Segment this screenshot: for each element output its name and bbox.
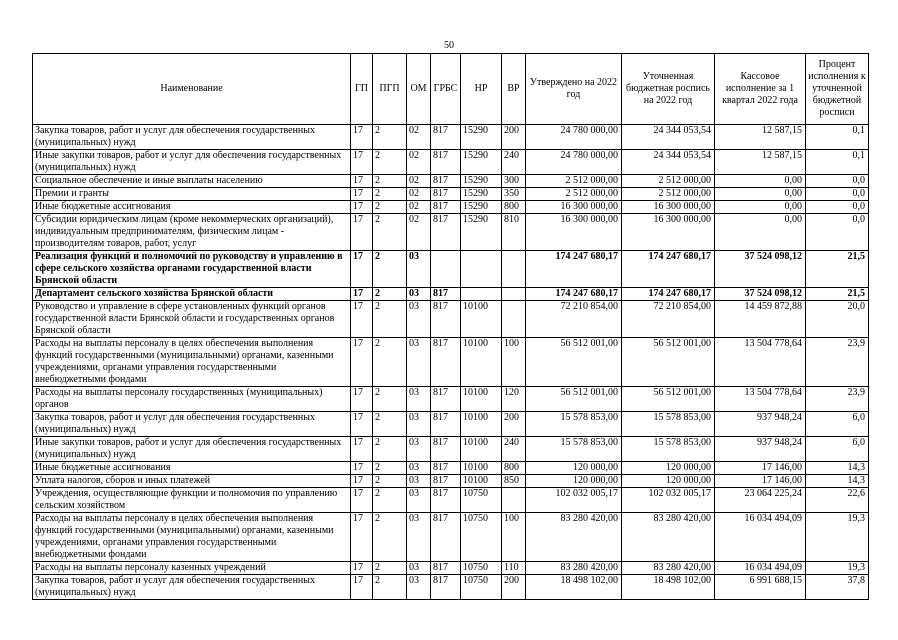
cell-name: Расходы на выплаты персоналу государственных (муниципальных) органов <box>33 387 351 412</box>
cell-grbs: 817 <box>431 150 461 175</box>
cell-refined: 56 512 001,00 <box>622 338 715 387</box>
table-row <box>33 288 869 301</box>
table-row <box>33 175 869 188</box>
cell-grbs: 817 <box>431 562 461 575</box>
cell-nr: 10100 <box>461 475 502 488</box>
cell-nr: 10750 <box>461 488 502 513</box>
table-row <box>33 562 869 575</box>
cell-gp: 17 <box>351 575 373 600</box>
cell-vr <box>502 301 526 338</box>
header-nr: НР <box>461 54 502 125</box>
cell-grbs: 817 <box>431 125 461 150</box>
cell-name: Закупка товаров, работ и услуг для обеспечения государственных (муниципальных) нужд <box>33 125 351 150</box>
cell-cash: 17 146,00 <box>715 475 806 488</box>
cell-nr: 10750 <box>461 562 502 575</box>
cell-percent: 21,5 <box>806 251 869 288</box>
budget-table <box>32 53 869 600</box>
cell-pgp: 2 <box>373 462 407 475</box>
cell-cash: 16 034 494,09 <box>715 562 806 575</box>
cell-nr: 10100 <box>461 338 502 387</box>
cell-om: 03 <box>407 575 431 600</box>
cell-om: 03 <box>407 412 431 437</box>
page-number: 50 <box>444 40 454 51</box>
cell-gp: 17 <box>351 513 373 562</box>
cell-gp: 17 <box>351 488 373 513</box>
cell-percent: 0,0 <box>806 175 869 188</box>
cell-refined: 16 300 000,00 <box>622 201 715 214</box>
cell-percent: 6,0 <box>806 412 869 437</box>
cell-name: Социальное обеспечение и иные выплаты населению <box>33 175 351 188</box>
cell-refined: 2 512 000,00 <box>622 175 715 188</box>
cell-pgp: 2 <box>373 562 407 575</box>
cell-cash: 12 587,15 <box>715 150 806 175</box>
cell-grbs: 817 <box>431 488 461 513</box>
cell-om: 03 <box>407 462 431 475</box>
cell-cash: 937 948,24 <box>715 412 806 437</box>
cell-vr <box>502 288 526 301</box>
table-row <box>33 150 869 175</box>
cell-om: 03 <box>407 562 431 575</box>
cell-nr: 15290 <box>461 175 502 188</box>
cell-vr: 100 <box>502 513 526 562</box>
cell-gp: 17 <box>351 562 373 575</box>
cell-cash: 0,00 <box>715 175 806 188</box>
cell-nr: 10100 <box>461 301 502 338</box>
table-row <box>33 575 869 600</box>
cell-percent: 37,8 <box>806 575 869 600</box>
cell-grbs: 817 <box>431 188 461 201</box>
table-row <box>33 412 869 437</box>
cell-approved: 15 578 853,00 <box>526 437 622 462</box>
cell-name: Расходы на выплаты персоналу в целях обеспечения выполнения функций государственными (муниципальными) органами, казенными учреждениями, органами управления государственными внебюджетными фондами <box>33 513 351 562</box>
cell-grbs: 817 <box>431 475 461 488</box>
cell-name: Департамент сельского хозяйства Брянской области <box>33 288 351 301</box>
cell-vr: 800 <box>502 462 526 475</box>
table-row <box>33 214 869 251</box>
cell-refined: 174 247 680,17 <box>622 288 715 301</box>
cell-percent: 23,9 <box>806 387 869 412</box>
cell-name: Иные закупки товаров, работ и услуг для обеспечения государственных (муниципальных) нужд <box>33 437 351 462</box>
table-row <box>33 462 869 475</box>
table-row <box>33 437 869 462</box>
header-cash: Кассовое исполнение за 1 квартал 2022 года <box>715 54 806 125</box>
cell-gp: 17 <box>351 301 373 338</box>
cell-pgp: 2 <box>373 387 407 412</box>
cell-gp: 17 <box>351 288 373 301</box>
header-vr: ВР <box>502 54 526 125</box>
cell-pgp: 2 <box>373 175 407 188</box>
cell-grbs: 817 <box>431 412 461 437</box>
cell-grbs: 817 <box>431 175 461 188</box>
cell-vr: 240 <box>502 437 526 462</box>
cell-pgp: 2 <box>373 125 407 150</box>
cell-refined: 15 578 853,00 <box>622 437 715 462</box>
cell-refined: 56 512 001,00 <box>622 387 715 412</box>
cell-nr: 10100 <box>461 437 502 462</box>
cell-grbs: 817 <box>431 575 461 600</box>
cell-refined: 18 498 102,00 <box>622 575 715 600</box>
cell-cash: 17 146,00 <box>715 462 806 475</box>
cell-name: Учреждения, осуществляющие функции и полномочия по управлению сельским хозяйством <box>33 488 351 513</box>
cell-percent: 0,1 <box>806 150 869 175</box>
cell-approved: 56 512 001,00 <box>526 338 622 387</box>
cell-vr: 300 <box>502 175 526 188</box>
cell-gp: 17 <box>351 251 373 288</box>
cell-cash: 6 991 688,15 <box>715 575 806 600</box>
cell-om: 03 <box>407 251 431 288</box>
cell-refined: 72 210 854,00 <box>622 301 715 338</box>
table-row <box>33 338 869 387</box>
cell-grbs <box>431 251 461 288</box>
header-approved: Утверждено на 2022 год <box>526 54 622 125</box>
cell-om: 03 <box>407 475 431 488</box>
cell-name: Закупка товаров, работ и услуг для обеспечения государственных (муниципальных) нужд <box>33 412 351 437</box>
cell-vr <box>502 251 526 288</box>
cell-om: 03 <box>407 513 431 562</box>
cell-pgp: 2 <box>373 437 407 462</box>
cell-nr: 10100 <box>461 387 502 412</box>
cell-refined: 120 000,00 <box>622 462 715 475</box>
cell-refined: 15 578 853,00 <box>622 412 715 437</box>
table-row <box>33 251 869 288</box>
cell-refined: 24 344 053,54 <box>622 150 715 175</box>
cell-om: 02 <box>407 150 431 175</box>
cell-pgp: 2 <box>373 338 407 387</box>
cell-gp: 17 <box>351 214 373 251</box>
cell-cash: 0,00 <box>715 188 806 201</box>
cell-om: 03 <box>407 437 431 462</box>
cell-gp: 17 <box>351 175 373 188</box>
cell-pgp: 2 <box>373 475 407 488</box>
cell-cash: 13 504 778,64 <box>715 387 806 412</box>
cell-percent: 0,0 <box>806 201 869 214</box>
cell-percent: 23,9 <box>806 338 869 387</box>
cell-gp: 17 <box>351 475 373 488</box>
cell-refined: 102 032 005,17 <box>622 488 715 513</box>
cell-name: Реализация функций и полномочий по руководству и управлению в сфере сельского хозяйства органами государственной власти Брянской области <box>33 251 351 288</box>
cell-vr: 810 <box>502 214 526 251</box>
cell-name: Иные бюджетные ассигнования <box>33 462 351 475</box>
cell-percent: 19,3 <box>806 513 869 562</box>
cell-pgp: 2 <box>373 288 407 301</box>
cell-grbs: 817 <box>431 513 461 562</box>
cell-approved: 56 512 001,00 <box>526 387 622 412</box>
cell-vr: 850 <box>502 475 526 488</box>
table-row <box>33 301 869 338</box>
cell-gp: 17 <box>351 462 373 475</box>
cell-approved: 120 000,00 <box>526 475 622 488</box>
cell-vr: 350 <box>502 188 526 201</box>
cell-cash: 937 948,24 <box>715 437 806 462</box>
cell-refined: 174 247 680,17 <box>622 251 715 288</box>
cell-nr: 10100 <box>461 462 502 475</box>
cell-gp: 17 <box>351 188 373 201</box>
cell-cash: 0,00 <box>715 214 806 251</box>
cell-pgp: 2 <box>373 150 407 175</box>
cell-om: 03 <box>407 488 431 513</box>
header-percent: Процент исполнения к уточненной бюджетной росписи <box>806 54 869 125</box>
cell-name: Уплата налогов, сборов и иных платежей <box>33 475 351 488</box>
cell-percent: 14,3 <box>806 462 869 475</box>
cell-cash: 13 504 778,64 <box>715 338 806 387</box>
cell-percent: 0,0 <box>806 188 869 201</box>
cell-vr: 240 <box>502 150 526 175</box>
cell-approved: 120 000,00 <box>526 462 622 475</box>
cell-approved: 16 300 000,00 <box>526 214 622 251</box>
header-gp: ГП <box>351 54 373 125</box>
cell-pgp: 2 <box>373 575 407 600</box>
cell-refined: 16 300 000,00 <box>622 214 715 251</box>
cell-pgp: 2 <box>373 412 407 437</box>
cell-percent: 19,3 <box>806 562 869 575</box>
cell-grbs: 817 <box>431 201 461 214</box>
cell-grbs: 817 <box>431 437 461 462</box>
cell-om: 02 <box>407 214 431 251</box>
cell-grbs: 817 <box>431 214 461 251</box>
cell-cash: 0,00 <box>715 201 806 214</box>
cell-nr <box>461 288 502 301</box>
cell-approved: 24 780 000,00 <box>526 125 622 150</box>
cell-approved: 24 780 000,00 <box>526 150 622 175</box>
table-body <box>33 125 869 600</box>
cell-gp: 17 <box>351 387 373 412</box>
cell-vr: 200 <box>502 125 526 150</box>
cell-gp: 17 <box>351 150 373 175</box>
cell-vr: 800 <box>502 201 526 214</box>
cell-om: 02 <box>407 125 431 150</box>
table-row <box>33 188 869 201</box>
cell-om: 02 <box>407 188 431 201</box>
header-om: ОМ <box>407 54 431 125</box>
cell-vr: 200 <box>502 575 526 600</box>
table-row <box>33 475 869 488</box>
cell-nr: 15290 <box>461 214 502 251</box>
cell-name: Иные закупки товаров, работ и услуг для обеспечения государственных (муниципальных) нужд <box>33 150 351 175</box>
cell-vr: 120 <box>502 387 526 412</box>
cell-grbs: 817 <box>431 301 461 338</box>
cell-grbs: 817 <box>431 288 461 301</box>
cell-nr: 10100 <box>461 412 502 437</box>
cell-cash: 12 587,15 <box>715 125 806 150</box>
cell-vr: 110 <box>502 562 526 575</box>
cell-cash: 37 524 098,12 <box>715 251 806 288</box>
cell-gp: 17 <box>351 338 373 387</box>
cell-pgp: 2 <box>373 513 407 562</box>
cell-refined: 2 512 000,00 <box>622 188 715 201</box>
cell-pgp: 2 <box>373 201 407 214</box>
cell-vr <box>502 488 526 513</box>
cell-name: Премии и гранты <box>33 188 351 201</box>
cell-vr: 100 <box>502 338 526 387</box>
cell-approved: 15 578 853,00 <box>526 412 622 437</box>
cell-pgp: 2 <box>373 301 407 338</box>
cell-percent: 22,6 <box>806 488 869 513</box>
cell-gp: 17 <box>351 412 373 437</box>
cell-refined: 83 280 420,00 <box>622 562 715 575</box>
cell-approved: 174 247 680,17 <box>526 251 622 288</box>
cell-gp: 17 <box>351 125 373 150</box>
table-row <box>33 201 869 214</box>
cell-nr: 15290 <box>461 150 502 175</box>
cell-om: 03 <box>407 301 431 338</box>
cell-vr: 200 <box>502 412 526 437</box>
cell-nr: 10750 <box>461 513 502 562</box>
cell-cash: 14 459 872,88 <box>715 301 806 338</box>
cell-approved: 18 498 102,00 <box>526 575 622 600</box>
table-row <box>33 488 869 513</box>
cell-percent: 0,0 <box>806 214 869 251</box>
cell-approved: 72 210 854,00 <box>526 301 622 338</box>
header-name: Наименование <box>33 54 351 125</box>
cell-nr: 10750 <box>461 575 502 600</box>
cell-pgp: 2 <box>373 488 407 513</box>
cell-name: Закупка товаров, работ и услуг для обеспечения государственных (муниципальных) нужд <box>33 575 351 600</box>
cell-pgp: 2 <box>373 214 407 251</box>
cell-percent: 0,1 <box>806 125 869 150</box>
cell-approved: 83 280 420,00 <box>526 513 622 562</box>
cell-om: 03 <box>407 387 431 412</box>
cell-percent: 20,0 <box>806 301 869 338</box>
cell-refined: 83 280 420,00 <box>622 513 715 562</box>
cell-grbs: 817 <box>431 462 461 475</box>
cell-om: 03 <box>407 288 431 301</box>
header-refined: Уточненная бюджетная роспись на 2022 год <box>622 54 715 125</box>
cell-refined: 24 344 053,54 <box>622 125 715 150</box>
cell-approved: 2 512 000,00 <box>526 175 622 188</box>
cell-om: 03 <box>407 338 431 387</box>
header-pgp: ПГП <box>373 54 407 125</box>
cell-pgp: 2 <box>373 188 407 201</box>
cell-percent: 21,5 <box>806 288 869 301</box>
cell-name: Иные бюджетные ассигнования <box>33 201 351 214</box>
cell-approved: 174 247 680,17 <box>526 288 622 301</box>
cell-nr <box>461 251 502 288</box>
cell-cash: 16 034 494,09 <box>715 513 806 562</box>
cell-approved: 16 300 000,00 <box>526 201 622 214</box>
cell-refined: 120 000,00 <box>622 475 715 488</box>
cell-pgp: 2 <box>373 251 407 288</box>
cell-cash: 23 064 225,24 <box>715 488 806 513</box>
cell-percent: 6,0 <box>806 437 869 462</box>
cell-om: 02 <box>407 175 431 188</box>
header-row <box>33 54 869 125</box>
cell-approved: 2 512 000,00 <box>526 188 622 201</box>
table-row <box>33 387 869 412</box>
cell-approved: 83 280 420,00 <box>526 562 622 575</box>
cell-name: Руководство и управление в сфере установленных функций органов государственной власти Брянской области и государственных органов Брянской области <box>33 301 351 338</box>
header-grbs: ГРБС <box>431 54 461 125</box>
table-row <box>33 513 869 562</box>
cell-nr: 15290 <box>461 201 502 214</box>
cell-grbs: 817 <box>431 338 461 387</box>
cell-nr: 15290 <box>461 188 502 201</box>
cell-name: Субсидии юридическим лицам (кроме некоммерческих организаций), индивидуальным предпринимателям, физическим лицам - производителям товаров, работ, услуг <box>33 214 351 251</box>
cell-om: 02 <box>407 201 431 214</box>
cell-cash: 37 524 098,12 <box>715 288 806 301</box>
cell-gp: 17 <box>351 201 373 214</box>
cell-name: Расходы на выплаты персоналу казенных учреждений <box>33 562 351 575</box>
table-row <box>33 125 869 150</box>
cell-name: Расходы на выплаты персоналу в целях обеспечения выполнения функций государственными (муниципальными) органами, казенными учреждениями, органами управления государственными внебюджетными фондами <box>33 338 351 387</box>
cell-percent: 14,3 <box>806 475 869 488</box>
cell-approved: 102 032 005,17 <box>526 488 622 513</box>
cell-grbs: 817 <box>431 387 461 412</box>
cell-nr: 15290 <box>461 125 502 150</box>
cell-gp: 17 <box>351 437 373 462</box>
